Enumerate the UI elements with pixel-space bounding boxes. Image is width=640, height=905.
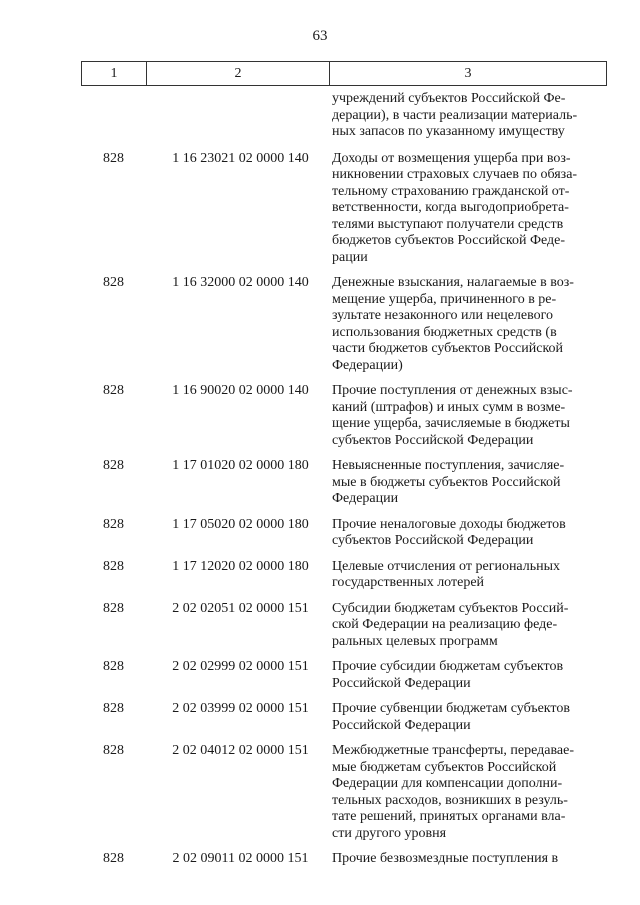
description-cell: Субсидии бюджетам субъектов Россий- ской Федерации на реализацию феде- ральных целевых программ (332, 600, 569, 649)
admin-code-cell (81, 91, 146, 141)
table-row (81, 458, 607, 508)
admin-code-cell: 828 (103, 851, 124, 866)
admin-code-cell: 828 (103, 150, 124, 166)
description-cell: Прочие безвозмездные поступления в (332, 851, 559, 866)
budget-code-cell: 2 02 03999 02 0000 151 (172, 701, 309, 716)
admin-code-cell: 828 (103, 275, 124, 290)
table-row (81, 275, 607, 374)
budget-code-cell: 1 17 12020 02 0000 180 (172, 558, 309, 574)
description-cell: Прочие поступления от денежных взыс- каний (штрафов) и иных сумм в возме- щение ущерба, зачисляемые в бюджеты субъектов Российской Федерации (332, 383, 573, 448)
admin-code-cell: 828 (103, 383, 124, 398)
table-row (81, 383, 607, 449)
admin-code-cell: 828 (103, 743, 124, 758)
description-cell: Невыясненные поступления, зачисляе- мые в бюджеты субъектов Российской Федерации (332, 458, 565, 506)
header-col-2: 2 (147, 62, 330, 85)
table-header (81, 61, 607, 86)
table-row (81, 559, 607, 592)
table-row (81, 701, 607, 734)
table-row (81, 743, 607, 842)
description-cell: учреждений субъектов Российской Фе- дерации), в части реализации материаль- ных запасов по указанному имуществу (332, 91, 578, 139)
description-cell: Прочие субвенции бюджетам субъектов Российской Федерации (332, 701, 570, 733)
table-row (81, 851, 607, 868)
admin-code-cell: 828 (103, 600, 124, 616)
table-row (81, 91, 607, 141)
table-row (81, 517, 607, 550)
budget-code-cell: 1 16 23021 02 0000 140 (172, 150, 309, 166)
description-cell: Денежные взыскания, налагаемые в воз- мещение ущерба, причиненного в ре- зультате незаконного или нецелевого использования бюджетных средств (в части бюджетов субъектов Российской Федерации) (332, 275, 574, 373)
budget-code-cell: 2 02 09011 02 0000 151 (172, 851, 309, 866)
budget-code-cell: 2 02 04012 02 0000 151 (172, 743, 309, 758)
description-cell: Прочие субсидии бюджетам субъектов Российской Федерации (332, 659, 564, 691)
admin-code-cell: 828 (103, 659, 124, 674)
table-row (81, 659, 607, 692)
admin-code-cell: 828 (103, 516, 124, 532)
admin-code-cell: 828 (103, 701, 124, 716)
description-cell: Целевые отчисления от региональных государственных лотерей (332, 558, 561, 590)
description-cell: Межбюджетные трансферты, передавае- мые бюджетам субъектов Российской Федерации для компенсации дополни- тельных расходов, возникших в резуль- тате решений, принятых органами вла- сти другого уровня (332, 743, 574, 841)
budget-code-cell: 2 02 02999 02 0000 151 (172, 659, 309, 674)
table-row (81, 151, 607, 267)
budget-code-cell (146, 91, 329, 141)
description-cell: Прочие неналоговые доходы бюджетов субъектов Российской Федерации (332, 516, 566, 548)
page-number: 63 (312, 28, 328, 44)
budget-code-cell: 2 02 02051 02 0000 151 (172, 600, 309, 616)
budget-code-cell: 1 16 90020 02 0000 140 (172, 383, 309, 398)
table-body (81, 91, 607, 877)
admin-code-cell: 828 (103, 458, 124, 473)
header-col-3: 3 (464, 65, 472, 81)
budget-code-cell: 1 17 01020 02 0000 180 (172, 458, 309, 473)
description-cell: Доходы от возмещения ущерба при воз- никновении страховых случаев по обяза- тельному страхованию гражданской от- ветственности, когда выгодоприобрета- телями выступают получатели средств бюджетов субъектов Российской Феде- рации (332, 150, 578, 265)
budget-code-cell: 1 16 32000 02 0000 140 (172, 275, 309, 290)
header-col-1: 1 (82, 62, 147, 85)
table-row (81, 601, 607, 651)
budget-code-cell: 1 17 05020 02 0000 180 (172, 516, 309, 532)
admin-code-cell: 828 (103, 558, 124, 574)
